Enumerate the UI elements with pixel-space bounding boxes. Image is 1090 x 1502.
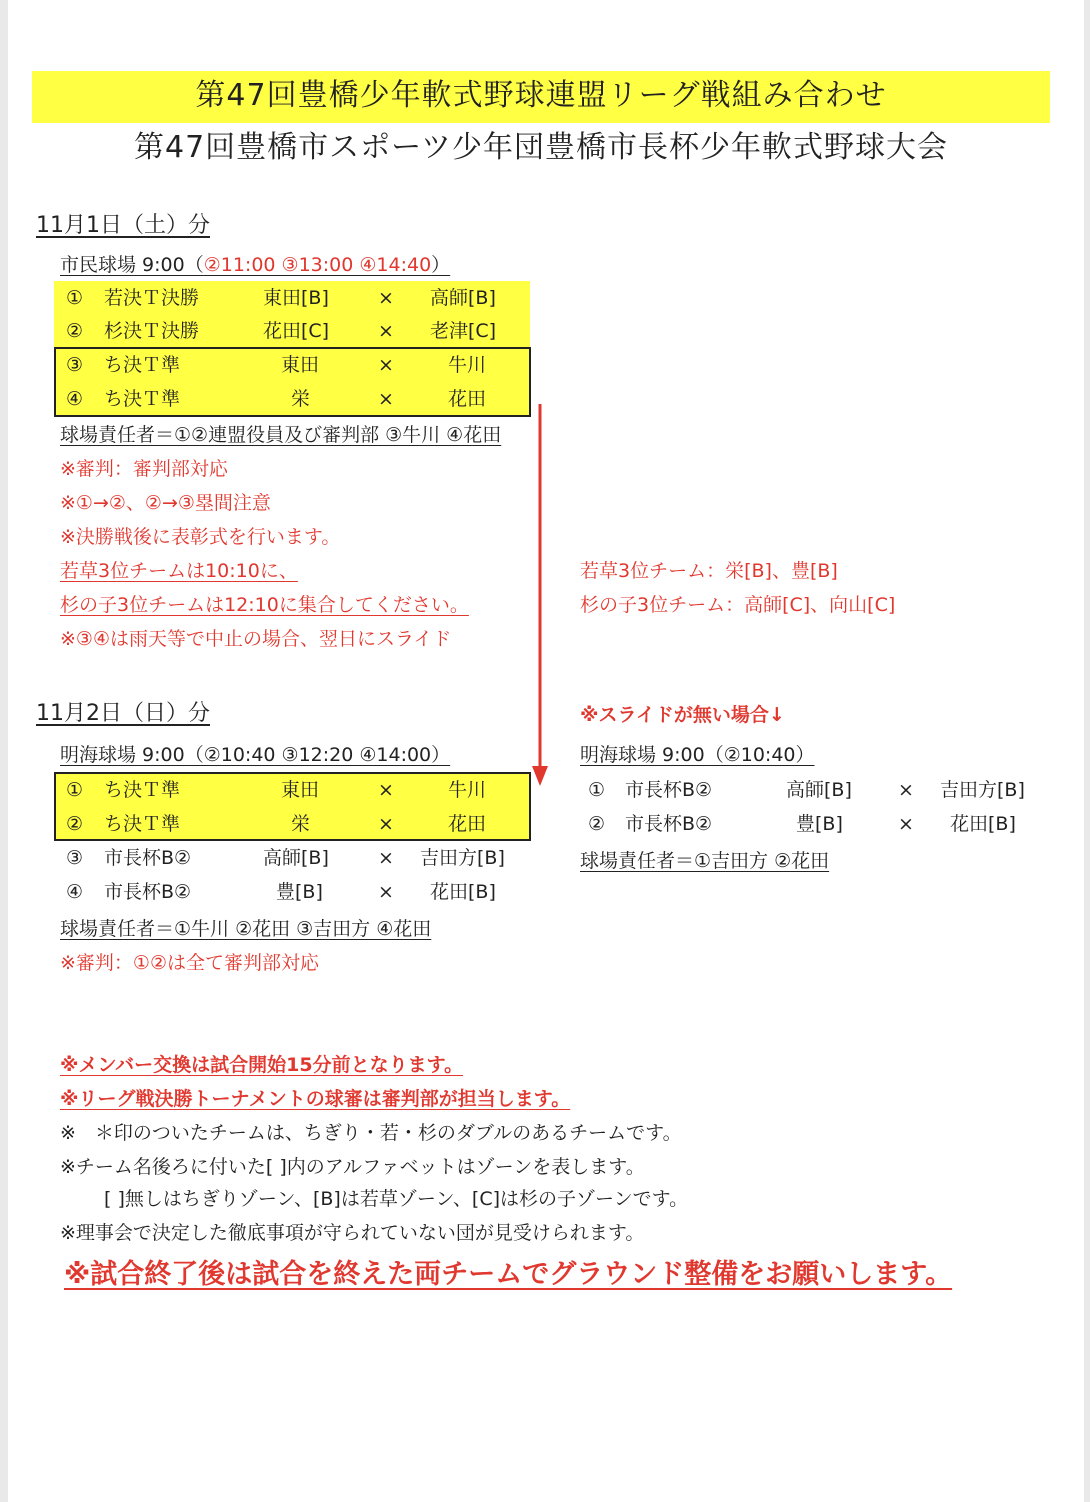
versus-mark: × [378, 320, 394, 342]
day2-match-row [8, 841, 548, 875]
team-away: 吉田方[B] [420, 847, 505, 869]
team-home: 栄 [291, 388, 311, 410]
day2-note: ※審判：①②は全て審判部対応 [60, 952, 319, 974]
team-away: 老津[C] [430, 320, 497, 342]
page-subtitle: 第47回豊橋市スポーツ少年団豊橋市長杯少年軟式野球大会 [134, 130, 948, 165]
versus-mark: × [378, 388, 394, 410]
versus-mark: × [378, 354, 394, 376]
alt-responsible: 球場責任者＝①吉田方 ②花田 [580, 850, 830, 872]
day1-note: ※①→②、②→③塁間注意 [60, 492, 271, 514]
day1-date: 11月1日（土）分 [36, 213, 210, 238]
match-category: 市長杯B② [625, 779, 713, 801]
footer-note: ※理事会で決定した徹底事項が守られていない団が見受けられます。 [60, 1222, 645, 1244]
team-home: 栄 [291, 813, 311, 835]
day1-match-row [8, 382, 548, 416]
match-category: 市長杯B② [104, 847, 192, 869]
member-exchange-note: ※メンバー交換は試合開始15分前となります。 [60, 1054, 464, 1076]
team-home: 豊[B] [276, 881, 323, 903]
match-number: ② [66, 813, 84, 835]
team-away: 花田 [448, 813, 487, 835]
match-number: ② [588, 813, 606, 835]
assembly-note: 若草3位チームは10:10に、 [60, 560, 298, 582]
match-category: ち決Ｔ準 [104, 388, 181, 410]
alt-venue: 明海球場 9:00（②10:40） [580, 744, 815, 766]
versus-mark: × [898, 779, 914, 801]
day1-match-row [8, 281, 548, 315]
match-category: ち決Ｔ準 [104, 813, 181, 835]
third-place-teams: 杉の子3位チーム：高師[C]、向山[C] [580, 594, 896, 616]
day1-venue [60, 250, 450, 277]
team-home: 高師[B] [263, 847, 329, 869]
slide-arrow-icon [528, 402, 552, 788]
day1-venue-main: 市民球場 9:00（ [60, 254, 204, 276]
footer-note: ※チーム名後ろに付いた[ ]内のアルファベットはゾーンを表します。 [60, 1156, 645, 1178]
assembly-note: 杉の子3位チームは12:10に集合してください。 [60, 594, 469, 616]
versus-mark: × [898, 813, 914, 835]
page-title: 第47回豊橋少年軟式野球連盟リーグ戦組み合わせ [32, 71, 1050, 123]
match-number: ④ [66, 881, 84, 903]
team-home: 豊[B] [796, 813, 843, 835]
document-page [8, 0, 1084, 1502]
versus-mark: × [378, 779, 394, 801]
match-number: ③ [66, 847, 84, 869]
match-category: 市長杯B② [104, 881, 192, 903]
team-home: 東田[B] [263, 287, 329, 309]
team-home: 東田 [281, 354, 320, 376]
umpire-note: ※リーグ戦決勝トーナメントの球審は審判部が担当します。 [60, 1088, 571, 1110]
versus-mark: × [378, 287, 394, 309]
team-home: 花田[C] [263, 320, 330, 342]
day1-venue-close: ） [431, 254, 451, 276]
day1-match-row [8, 348, 548, 382]
team-home: 高師[B] [786, 779, 852, 801]
third-place-teams: 若草3位チーム：栄[B]、豊[B] [580, 560, 838, 582]
match-category: ち決Ｔ準 [104, 354, 181, 376]
day1-note: ※審判：審判部対応 [60, 458, 228, 480]
team-away: 高師[B] [430, 287, 496, 309]
match-number: ④ [66, 388, 84, 410]
team-away: 吉田方[B] [940, 779, 1025, 801]
ground-maintenance-note: ※試合終了後は試合を終えた両チームでグラウンド整備をお願いします。 [64, 1259, 953, 1290]
match-category: 若決Ｔ決勝 [104, 287, 200, 309]
team-away: 花田 [448, 388, 487, 410]
day2-date: 11月2日（日）分 [36, 701, 210, 726]
match-category: 市長杯B② [625, 813, 713, 835]
team-away: 花田[B] [950, 813, 1016, 835]
alt-match-row [8, 807, 1084, 841]
slide-note: ※③④は雨天等で中止の場合、翌日にスライド [60, 628, 452, 650]
match-category: 杉決Ｔ決勝 [104, 320, 200, 342]
alt-match-row [8, 773, 1084, 807]
match-number: ② [66, 320, 84, 342]
day1-note: ※決勝戦後に表彰式を行います。 [60, 526, 341, 548]
team-home: 東田 [281, 779, 320, 801]
footer-note: ※ ＊印のついたチームは、ちぎり・若・杉のダブルのあるチームです。 [60, 1122, 682, 1144]
day1-venue-times: ②11:00 ③13:00 ④14:40 [203, 254, 432, 276]
match-number: ① [588, 779, 606, 801]
day1-match-row [8, 314, 548, 348]
versus-mark: × [378, 881, 394, 903]
match-number: ① [66, 779, 84, 801]
match-number: ③ [66, 354, 84, 376]
team-away: 牛川 [448, 779, 487, 801]
match-category: ち決Ｔ準 [104, 779, 181, 801]
versus-mark: × [378, 813, 394, 835]
day1-responsible: 球場責任者＝①②連盟役員及び審判部 ③牛川 ④花田 [60, 424, 502, 446]
team-away: 牛川 [448, 354, 487, 376]
day2-responsible: 球場責任者＝①牛川 ②花田 ③吉田方 ④花田 [60, 918, 432, 940]
day2-venue: 明海球場 9:00（②10:40 ③12:20 ④14:00） [60, 744, 451, 766]
team-away: 花田[B] [430, 881, 496, 903]
alt-heading: ※スライドが無い場合↓ [580, 704, 785, 726]
match-number: ① [66, 287, 84, 309]
versus-mark: × [378, 847, 394, 869]
day2-match-row [8, 875, 548, 909]
footer-note: [ ]無しはちぎりゾーン、[B]は若草ゾーン、[C]は杉の子ゾーンです。 [104, 1188, 689, 1210]
